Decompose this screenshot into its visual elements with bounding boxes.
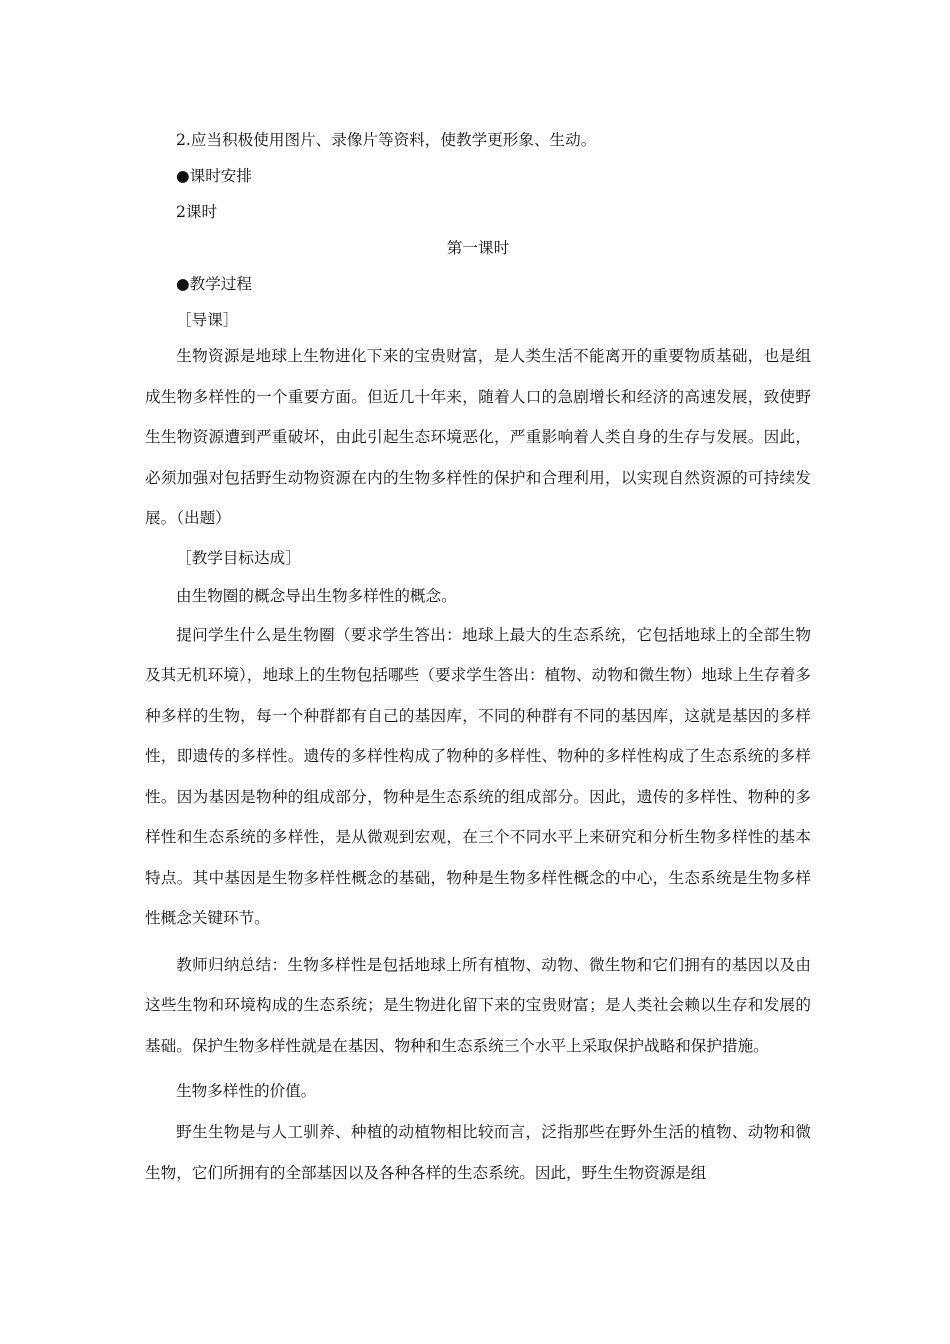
text-line-recommendation: 2.应当积极使用图片、录像片等资料，使教学更形象、生动。 [176, 131, 597, 149]
subheading-introduction: ［导课］ [176, 311, 239, 329]
paragraph-question-biosphere: 提问学生什么是生物圈（要求学生答出：地球上最大的生态系统，它包括地球上的全部生物及其无机环境），地球上的生物包括哪些（要求学生答出：植物、动物和微生物）地球上生存着多种多样的生物，每一个种群都有自己的基因库，不同的种群有不同的基因库，这就是基因的多样性，即遗传的多样性。遗传的多样性构成了物种的多样性、物种的多样性构成了生态系统的多样性。因为基因是物种的组成部分，物种是生态系统的组成部分。因此，遗传的多样性、物种的多样性和生态系统的多样性，是从微观到宏观，在三个不同水平上来研究和分析生物多样性的基本特点。其中基因是生物多样性概念的基础，物种是生物多样性概念的中心，生态系统是生物多样性概念关键环节。 [145, 625, 811, 927]
subheading-teaching-goals: ［教学目标达成］ [176, 548, 301, 567]
paragraph-biosphere-concept: 由生物圈的概念导出生物多样性的概念。 [176, 586, 457, 605]
text-line-hours: 2课时 [176, 203, 218, 221]
paragraph-introduction: 生物资源是地球上生物进化下来的宝贵财富，是人类生活不能离开的重要物质基础，也是组成生物多样性的一个重要方面。但近几十年来，随着人口的急剧增长和经济的高速发展，致使野生生物资源遭到严重破坏，由此引起生态环境恶化，严重影响着人类自身的生存与发展。因此，必须加强对包括野生动物资源在内的生物多样性的保护和合理利用，以实现自然资源的可持续发展。（出题） [145, 347, 811, 527]
paragraph-wild-organisms: 野生生物是与人工驯养、种植的动植物相比较而言，泛指那些在野外生活的植物、动物和微生物，它们所拥有的全部基因以及各种各样的生态系统。因此，野生生物资源是组 [145, 1123, 811, 1182]
paragraph-biodiversity-value: 生物多样性的价值。 [176, 1082, 317, 1100]
document-body [145, 122, 811, 1193]
section-heading-teaching-process: ●教学过程 [176, 275, 252, 293]
paragraph-teacher-summary: 教师归纳总结：生物多样性是包括地球上所有植物、动物、微生物和它们拥有的基因以及由这些生物和环境构成的生态系统；是生物进化留下来的宝贵财富；是人类社会赖以生存和发展的基础。保护生物多样性就是在基因、物种和生态系统三个水平上采取保护战略和保护措施。 [145, 955, 811, 1055]
section-title-first-lesson: 第一课时 [446, 239, 510, 257]
section-heading-schedule: ●课时安排 [176, 167, 252, 185]
